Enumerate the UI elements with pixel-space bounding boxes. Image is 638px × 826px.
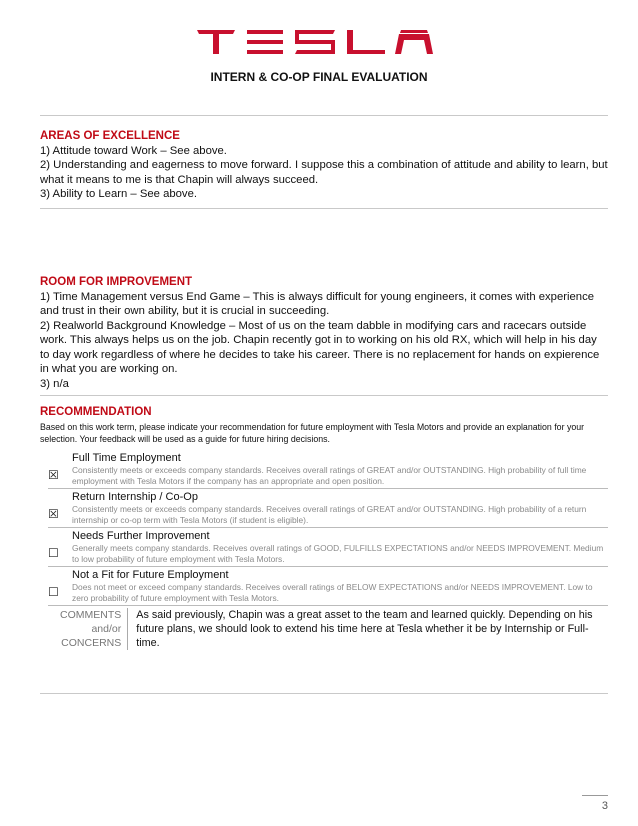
checkbox-full-time[interactable]: ☒ — [48, 468, 59, 482]
divider — [40, 208, 608, 209]
divider — [40, 115, 608, 116]
comments-label-line: CONCERNS — [61, 637, 122, 649]
improvement-heading: ROOM FOR IMPROVEMENT — [40, 276, 193, 288]
option-label: Not a Fit for Future Employment — [72, 569, 229, 581]
improvement-item: 2) Realworld Background Knowledge – Most of us on the team dabble in modifying cars and racecars outside work. This always helps us on the job. Chapin recently got in to working on his old RX, which will help in his day to day work regardless of where he decides to take his career. There is no replacement for hands on expierence in what you are working on. — [40, 319, 600, 375]
improvement-item: 1) Time Management versus End Game – This is always difficult for young engineers, it comes with experience and trust in their own ability, but it is crucial in succeeding. — [40, 290, 595, 317]
option-full-time — [48, 452, 608, 489]
improvement-section — [40, 275, 608, 391]
checkbox-needs-improvement[interactable]: ☐ — [48, 546, 59, 560]
page-title: INTERN & CO-OP FINAL EVALUATION — [210, 70, 428, 84]
checkbox-return-internship[interactable]: ☒ — [48, 507, 59, 521]
excellence-heading: AREAS OF EXCELLENCE — [40, 130, 180, 142]
option-description: Consistently meets or exceeds company standards. Receives overall ratings of GREAT and/or OUTSTANDING. High probability of full time employment with Tesla Motors if the company has an appropriate and open position. — [72, 465, 587, 486]
checkbox-not-a-fit[interactable]: ☐ — [48, 585, 59, 599]
comments-text: As said previously, Chapin was a great asset to the team and learned quickly. Depending on his future plans, we should look to extend his time here at Tesla whether it be by Internship or Full-time. — [136, 609, 593, 649]
option-needs-improvement — [48, 530, 608, 567]
option-description: Consistently meets or exceeds company standards. Receives overall ratings of GREAT and/or OUTSTANDING. High probability of a return internship or co-op term with Tesla Motors (if student is eligible). — [72, 504, 587, 525]
page-number: 3 — [601, 800, 608, 812]
improvement-item: 3) n/a — [40, 377, 69, 390]
comments-label — [60, 608, 128, 650]
excellence-item: 1) Attitude toward Work – See above. — [40, 144, 227, 157]
recommendation-heading: RECOMMENDATION — [40, 406, 152, 418]
option-label: Return Internship / Co-Op — [72, 491, 198, 503]
option-label: Needs Further Improvement — [72, 530, 210, 542]
tesla-logo — [195, 26, 435, 56]
comments-label-line: COMMENTS — [60, 609, 122, 621]
excellence-item: 2) Understanding and eagerness to move forward. I suppose this a combination of attitude and ability to learn, but what it means to me is that Chapin will always succeed. — [40, 159, 608, 186]
comments-block — [60, 608, 608, 650]
excellence-item: 3) Ability to Learn – See above. — [40, 188, 198, 200]
recommendation-intro: Based on this work term, please indicate your recommendation for future employment with Tesla Motors and provide an explanation for your selection. Your feedback will be used as a guide for future hiring decisions. — [40, 421, 585, 444]
option-label: Full Time Employment — [72, 452, 181, 464]
recommendation-section — [40, 405, 608, 445]
page-number-rule — [582, 795, 608, 796]
option-return-internship — [48, 491, 608, 528]
recommendation-options — [48, 452, 608, 608]
option-description: Does not meet or exceed company standards. Receives overall ratings of BELOW EXPECTATIONS and/or NEEDS IMPROVEMENT. Low to zero probability of future employment with Tesla Motors. — [72, 582, 593, 603]
divider — [40, 395, 608, 396]
excellence-section — [40, 129, 608, 202]
option-description: Generally meets company standards. Receives overall ratings of GOOD, FULFILLS EXPECTATIONS and/or NEEDS IMPROVEMENT. Medium to low probability of future employment with Tesla Motors. — [72, 543, 604, 564]
option-not-a-fit — [48, 569, 608, 606]
comments-label-line: and/or — [91, 623, 122, 635]
divider — [40, 693, 608, 694]
